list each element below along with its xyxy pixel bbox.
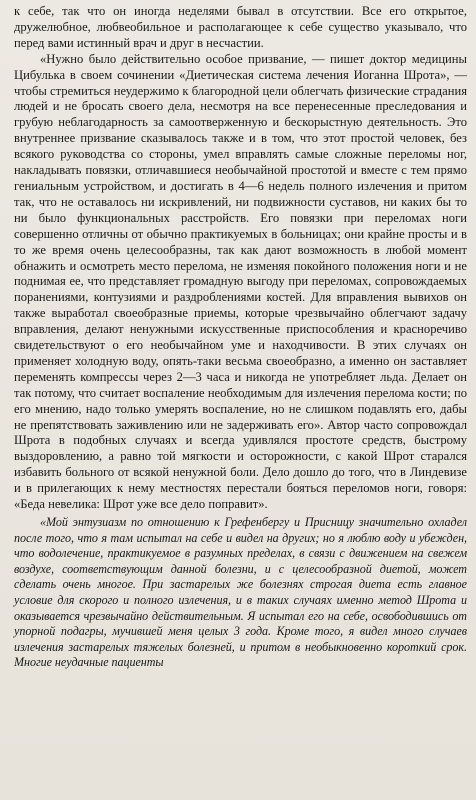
paragraph-2-quote: «Нужно было действительно особое призвание, — пишет доктор медицины Цибулька в своем сочинении «Диетическая система лечения Иоганна Шрота», — чтобы стремиться неудержимо к благородной цели облегчать физические страдания людей и не бросать своего дела, несмотря на все перенесенные преследования и грубую неблагодарность за самоотверженную и бескорыстную деятельность. Это внутреннее призвание сказывалось также и в том, что этот простой человек, без всякого руководства со стороны, умел вправлять самые сложные переломы ног, накладывать повязки, отличавшиеся необычайной простотой и вместе с тем прямо гениальным устройством, и достигать в 4—6 недель полного излечения и притом так, что не оставалось ни искривлений, ни подвижности суставов, ни каких бы то ни было функциональных расстройств. Его повязки при переломах ноги совершенно отличны от обычно практикуемых в больницах; они крайне просты и в то же время очень целесообразны, так как дают возможность в любой момент обнажить и осмотреть место перелома, не изменяя покойного положения ноги и не поднимая ее, что представляет громадную выгоду при переломах, сопровождаемых поранениями, контузиями и раздроблениями костей. Для вправления вывихов он также выработал своеобразные приемы, которые чрезвычайно облегчают задачу вправления, делают ненужными искусственные приспособления и красноречиво свидетельствуют о его необычайном уме и находчивости. В этих случаях он применяет холодную воду, опять-таки весьма своеобразно, а именно он заставляет переменять компрессы через 2—3 часа и никогда не употребляет льда. Делает он так потому, что считает воспаление необходимым для излечения перелома кости; по его мнению, надо только умерять воспаление, но не слишком подавлять его, дабы не препятствовать заживлению или не задерживать его». Автор часто сопровождал Шрота в подобных случаях и всегда удивлялся простоте средств, быстрому выздоровлению, а равно той мягкости и осторожности, с какой Шрот старался избавить больного от всякой ненужной боли. Дело дошло до того, что в Линдевизе и в прилегающих к нему местностях перестали бояться переломов ноги, говоря: «Беда невелика: Шрот уже все дело поправит». [14,51,467,512]
paragraph-3-quote: «Мой энтузиазм по отношению к Грефенбергу и Присницу значительно охладел после того, что я там испытал на себе и видел на других; но я люблю воду и убежден, что водолечение, практикуемое в разумных пределах, в связи с движением на свежем воздухе, соответствующим данной болезни, и с целесообразной диетой, может сделать очень многое. При застарелых же болезнях строгая диета есть главное условие для скорого и полного излечения, и в таких случаях именно метод Шрота и оказывается чрезвычайно действительным. Я испытал его на себе, освободившись от упорной подагры, мучившей меня целых 3 года. Кроме того, я видел много случаев излечения застарелых тяжелых болезней, и притом в необыкновенно короткий срок. Многие неудачные пациенты [14,515,467,670]
paragraph-1: к себе, так что он иногда неделями бывал в отсутствии. Все его открытое, дружелюбное, любвеобильное и располагающее к себе существо указывало, что перед вами истинный врач и друг в несчастии. [14,4,467,50]
